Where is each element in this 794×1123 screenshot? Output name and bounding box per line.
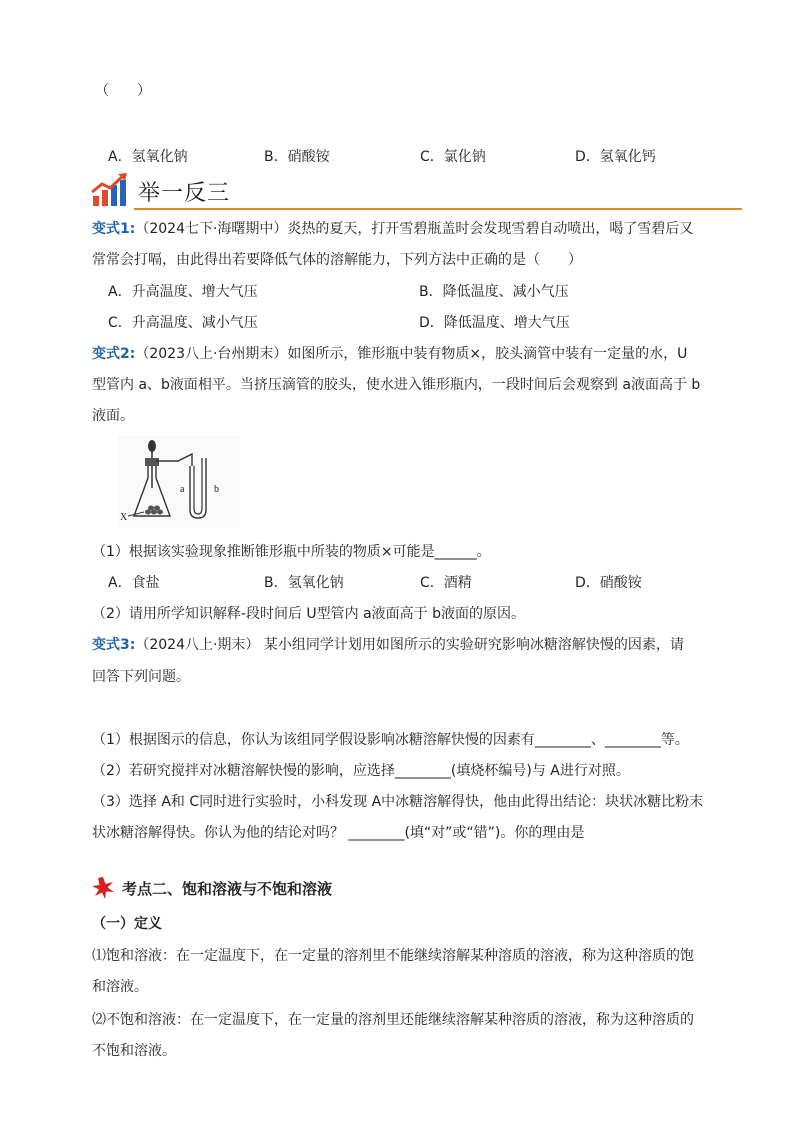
variant-3-q1: （1）根据图示的信息，你认为该组同学假设影响冰糖溶解快慢的因素有________、________等。 <box>92 732 689 748</box>
variant-3-line2: 回答下列问题。 <box>92 669 190 685</box>
variant-1-line2: 常常会打嗝，由此得出若要降低气体的溶解能力，下列方法中正确的是（ ） <box>92 252 582 268</box>
section-title: 举一反三 <box>138 181 231 206</box>
variant-2-option-a: A．食盐 <box>108 575 160 591</box>
variant-2-option-d: D．硝酸铵 <box>575 575 642 591</box>
variant-3-q2: （2）若研究搅拌对冰糖溶解快慢的影响，应选择________(填烧杯编号)与 A进行对照。 <box>92 763 630 779</box>
variant-2-option-b: B．氢氧化钠 <box>264 575 344 591</box>
kp2-subtitle: （一）定义 <box>92 916 162 932</box>
variant-2-option-c: C．酒精 <box>420 575 472 591</box>
variant-3-label: 变式3: <box>92 637 136 653</box>
label-a: a <box>180 484 185 495</box>
option-b: B．硝酸铵 <box>264 149 330 165</box>
variant-3-q3-line2: 状冰糖溶解得快。你认为他的结论对吗？ ________(填“对”或“错”)。你的理由是 <box>92 825 585 841</box>
variant-1-option-c: C．升高温度、减小气压 <box>108 315 258 331</box>
section-divider <box>134 208 742 210</box>
variant-3-text1: （2024八上·期末） 某小组同学计划用如图所示的实验研究影响冰糖溶解快慢的因素，请 <box>135 637 684 653</box>
label-x: X <box>120 512 128 523</box>
variant-1-line1 <box>92 218 693 238</box>
variant-2-q1: （1）根据该实验现象推断锥形瓶中所装的物质×可能是______。 <box>92 544 491 560</box>
option-c: C．氯化钠 <box>420 149 486 165</box>
kp2-title: 考点二、饱和溶液与不饱和溶液 <box>122 880 333 898</box>
variant-2-text1: （2023八上·台州期末）如图所示，锥形瓶中装有物质×，胶头滴管中装有一定量的水，U <box>135 346 688 362</box>
variant-1-option-d: D．降低温度、增大气压 <box>419 315 570 331</box>
variant-3-q3-line1: （3）选择 A和 C同时进行实验时，小科发现 A中冰糖溶解得快，他由此得出结论：块状冰糖比粉末 <box>92 794 704 810</box>
variant-1-text1: （2024七下·海曙期中）炎热的夏天，打开雪碧瓶盖时会发现雪碧自动喷出，喝了雪碧后又 <box>135 221 694 237</box>
variant-2-line3: 液面。 <box>92 408 134 424</box>
option-a: A．氢氧化钠 <box>108 149 188 165</box>
variant-1-option-b: B．降低温度、减小气压 <box>419 284 569 300</box>
variant-2-line2: 型管内 a、b液面相平。当挤压滴管的胶头，使水进入锥形瓶内，一段时间后会观察到 a液面高于 b <box>92 377 701 393</box>
answer-paren: （ ） <box>95 83 151 99</box>
starburst-icon <box>92 877 114 899</box>
variant-2-line1 <box>92 343 687 363</box>
label-b: b <box>214 484 219 495</box>
kp2-def1-line2: 和溶液。 <box>92 979 148 995</box>
variant-2-label: 变式2: <box>92 346 136 362</box>
kp2-def2-line1: ⑵不饱和溶液：在一定温度下，在一定量的溶剂里还能继续溶解某种溶质的溶液，称为这种溶质的 <box>92 1012 694 1028</box>
kp2-def2-line2: 不饱和溶液。 <box>92 1043 176 1059</box>
variant-1-label: 变式1: <box>92 221 136 237</box>
apparatus-figure <box>118 436 240 528</box>
variant-3-line1 <box>92 634 684 654</box>
variant-2-q2: （2）请用所学知识解释-段时间后 U型管内 a液面高于 b液面的原因。 <box>92 606 526 622</box>
chart-trend-icon <box>90 172 130 208</box>
kp2-def1-line1: ⑴饱和溶液：在一定温度下，在一定量的溶剂里不能继续溶解某种溶质的溶液，称为这种溶质的饱 <box>92 948 694 964</box>
variant-1-option-a: A．升高温度、增大气压 <box>108 284 258 300</box>
option-d: D．氢氧化钙 <box>575 149 656 165</box>
section-header <box>90 170 742 210</box>
